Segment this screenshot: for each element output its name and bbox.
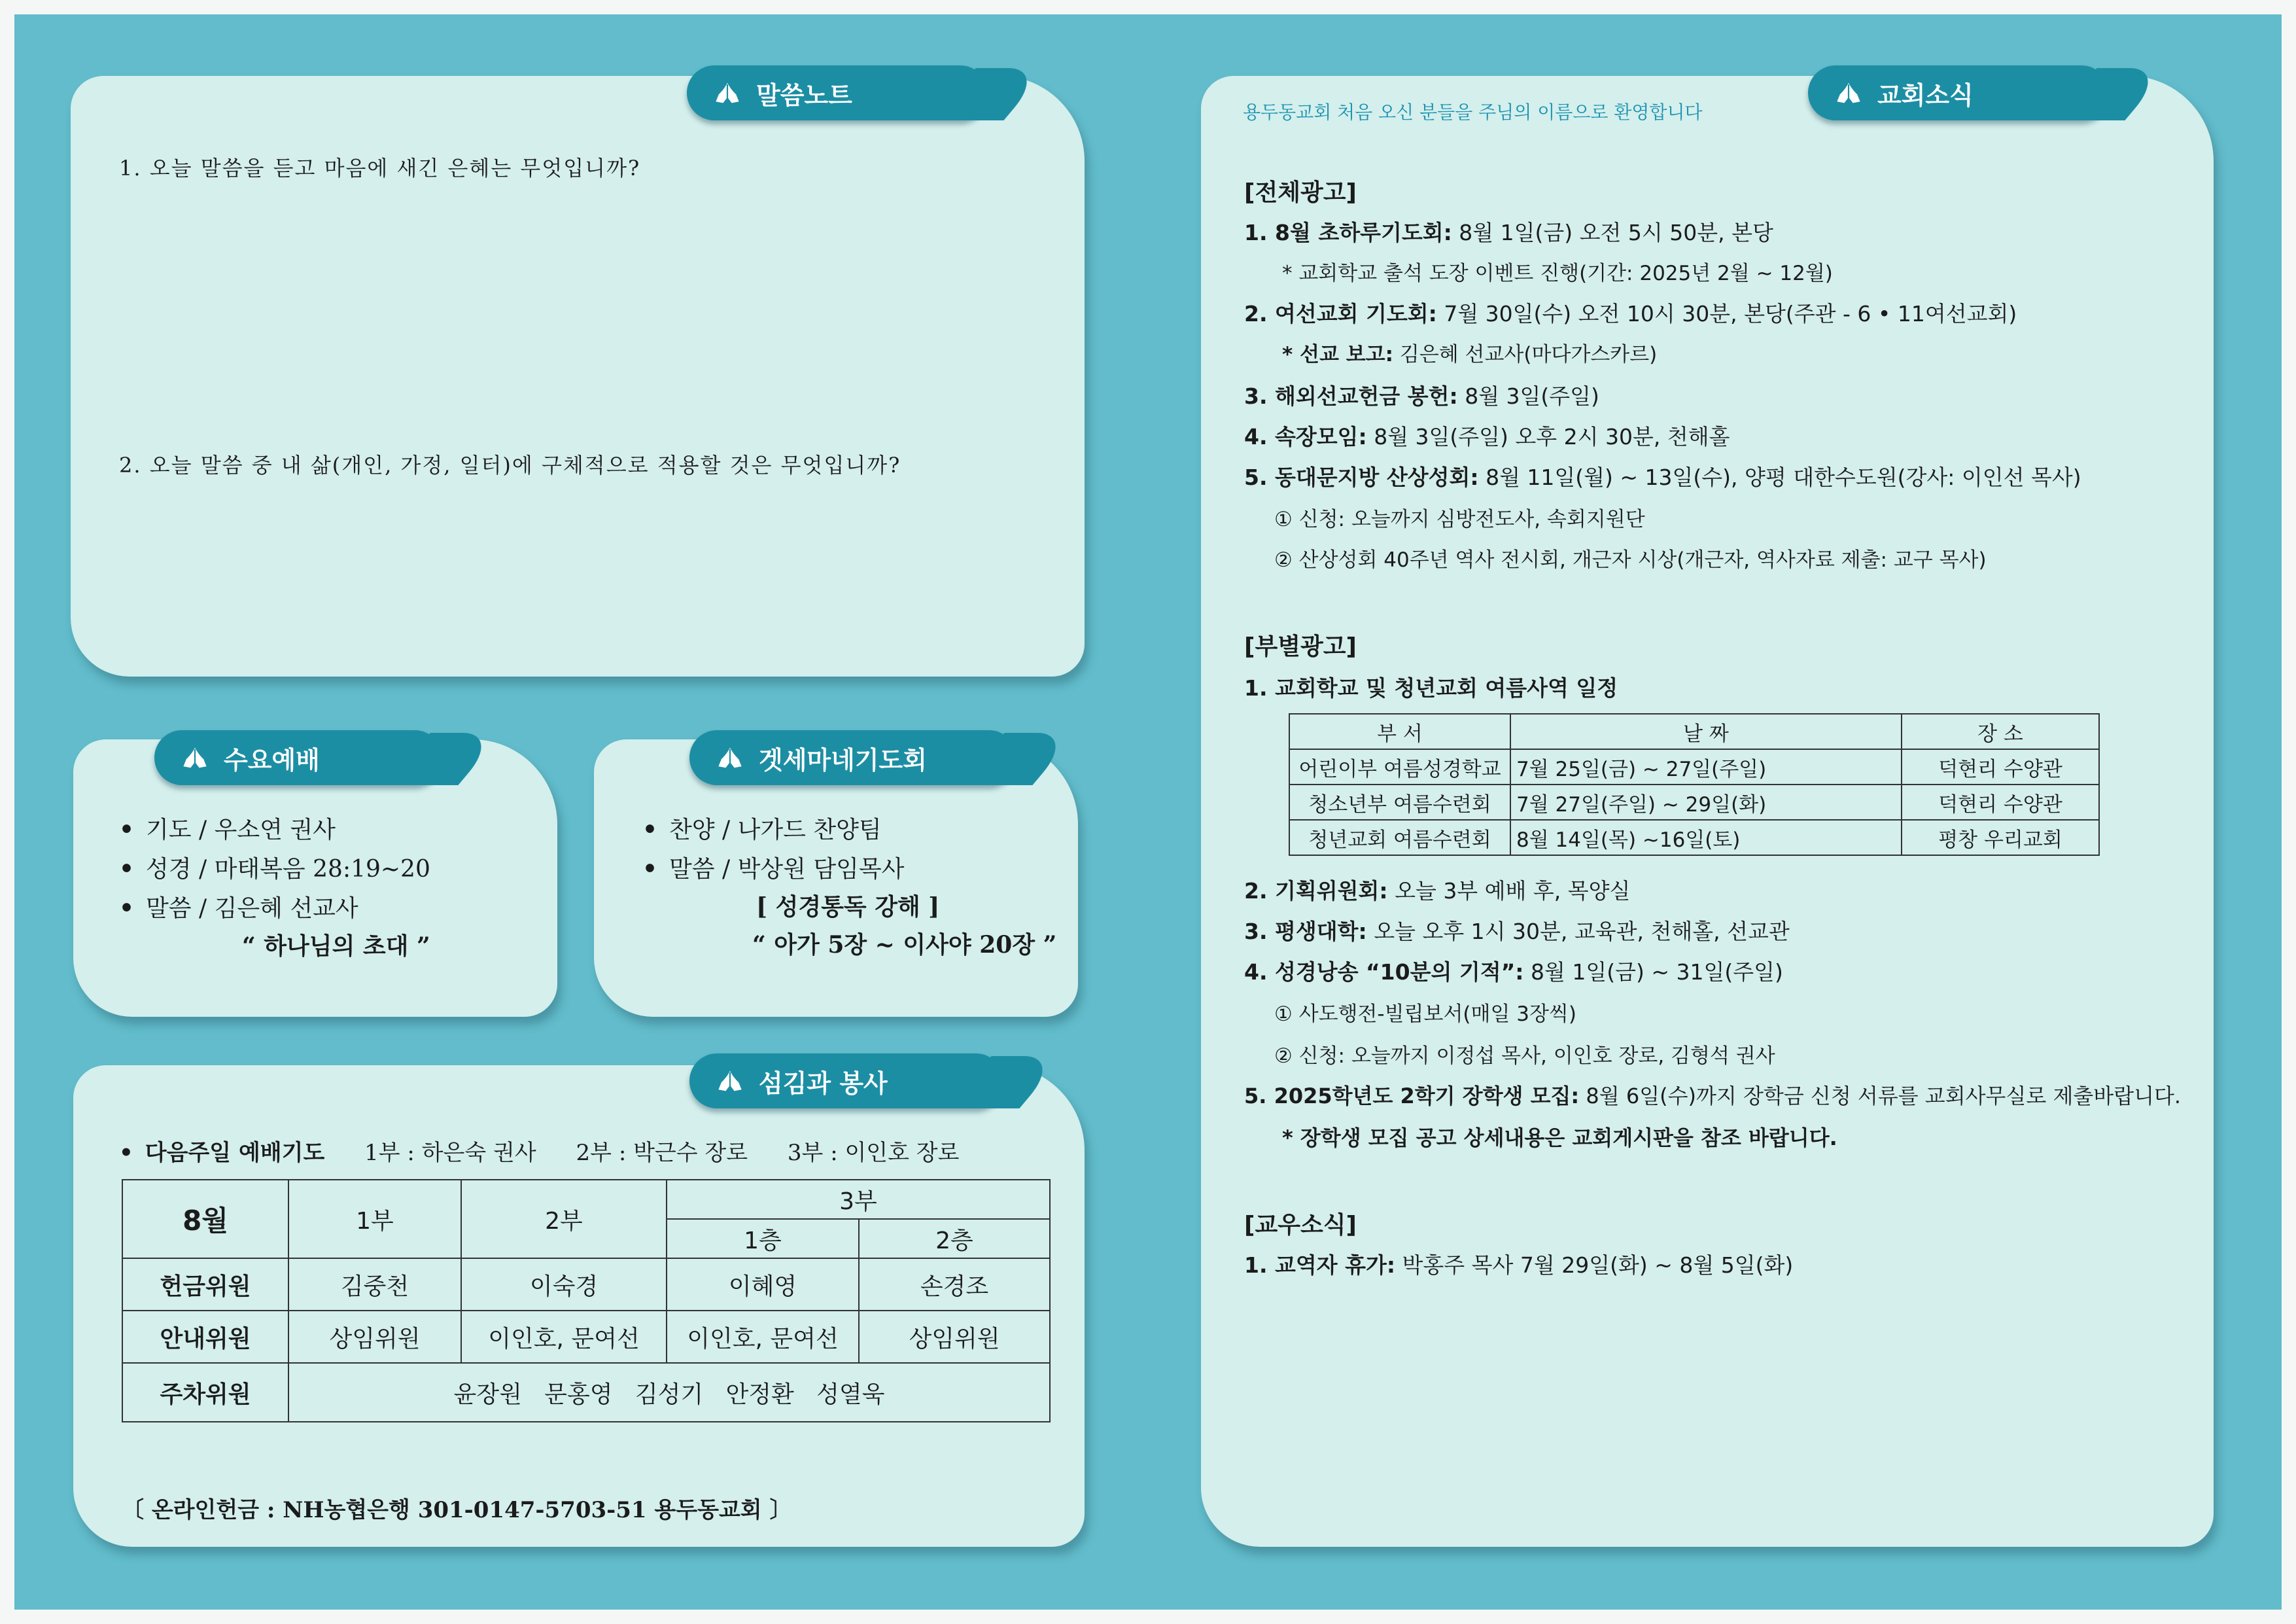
dept-item-4-sub-2: ② 신청: 오늘까지 이정섭 목사, 이인호 장로, 김형석 권사: [1274, 1044, 1775, 1068]
row-label: 헌금위원: [122, 1258, 288, 1311]
staff-title: [교우소식]: [1244, 1212, 1357, 1239]
cell: 이인호, 문여선: [667, 1311, 859, 1363]
table-row: [1289, 714, 2099, 749]
general-item-5: [1244, 461, 2081, 491]
general-item-2: [1244, 297, 2017, 328]
wednesday-tag-label: 수요예배: [224, 745, 320, 775]
cell: 손경조: [859, 1258, 1050, 1311]
gethsemane-item-sermon: • 말씀 / 박상원 담임목사: [642, 855, 905, 883]
item-text: 오늘 3부 예배 후, 목양실: [1387, 878, 1631, 904]
next-prayer-3: 3부 : 이인호 장로: [787, 1140, 960, 1166]
service-tag-label: 섬김과 봉사: [759, 1068, 888, 1098]
cell: 어린이부 여름성경학교: [1289, 749, 1510, 785]
item-heading: 1. 8월 초하루기도회:: [1244, 220, 1452, 245]
general-item-4: [1244, 420, 1730, 451]
row-label: 안내위원: [122, 1311, 288, 1363]
next-prayer-2: 2부 : 박근수 장로: [576, 1140, 748, 1166]
gethsemane-tag-label: 겟세마네기도회: [759, 745, 927, 775]
welcome-text: 용두동교회 처음 오신 분들을 주님의 이름으로 환영합니다: [1243, 101, 1703, 123]
header-cell: 부 서: [1289, 714, 1510, 749]
wednesday-item-scripture: • 성경 / 마태복음 28:19~20: [119, 855, 430, 883]
item-heading: 2. 여선교회 기도회:: [1244, 301, 1437, 327]
item-heading: 3. 해외선교헌금 봉헌:: [1244, 383, 1458, 409]
item-text: 8월 6일(수)까지 장학금 신청 서류를 교회사무실로 제출바랍니다.: [1579, 1084, 2182, 1108]
item-heading: 5. 동대문지방 산상성회:: [1244, 465, 1479, 490]
item-heading: 4. 속장모임:: [1244, 424, 1367, 450]
general-item-5-sub-1: ① 신청: 오늘까지 심방전도사, 속회지원단: [1274, 508, 1645, 531]
general-title: [전체광고]: [1244, 179, 1357, 206]
praying-hands-icon: [181, 743, 209, 772]
item-text: 7월 30일(수) 오전 10시 30분, 본당(주관 - 6 • 11여선교회): [1436, 301, 2017, 327]
wednesday-item-label: 말씀 / 김은혜 선교사: [146, 895, 358, 922]
wednesday-item-prayer: • 기도 / 우소연 권사: [119, 816, 336, 843]
cell: 청년교회 여름수련회: [1289, 820, 1510, 855]
summer-schedule-table: [1289, 713, 2100, 856]
header-cell: 장 소: [1902, 714, 2099, 749]
item-text: 8월 1일(금) ~ 31일(주일): [1523, 959, 1783, 985]
dept-item-1: [1244, 671, 1618, 702]
service-tag: [689, 1053, 1003, 1108]
wednesday-tag: [154, 730, 442, 785]
dept-item-4-sub-1: ① 사도행전-빌립보서(매일 3장씩): [1274, 1002, 1576, 1026]
dept-item-4: [1244, 955, 1783, 986]
header-2bu: 2부: [461, 1180, 667, 1258]
praying-hands-icon: [1834, 79, 1863, 107]
wednesday-sermon-title: “ 하나님의 초대 ”: [242, 932, 430, 960]
wednesday-item-label: 기도 / 우소연 권사: [146, 817, 336, 843]
gethsemane-item-label: 찬양 / 나가드 찬양팀: [669, 817, 882, 843]
cell: 김중천: [288, 1258, 461, 1311]
gethsemane-item-label: 말씀 / 박상원 담임목사: [669, 856, 905, 883]
item-text: 8월 3일(주일): [1457, 383, 1599, 409]
header-1bu: 1부: [288, 1180, 461, 1258]
cell: 청소년부 여름수련회: [1289, 785, 1510, 820]
item-heading: * 선교 보고:: [1282, 343, 1393, 366]
next-prayer-1: 1부 : 하은숙 권사: [364, 1140, 536, 1166]
table-row: [122, 1311, 1050, 1363]
cell: 8월 14일(목) ~16일(토): [1510, 820, 1902, 855]
service-schedule-table: [122, 1179, 1051, 1422]
cell: 평창 우리교회: [1902, 820, 2099, 855]
question-1: 1. 오늘 말씀을 듣고 마음에 새긴 은혜는 무엇입니까?: [119, 156, 641, 181]
dept-title: [부별광고]: [1244, 633, 1357, 660]
item-heading: 2. 기획위원회:: [1244, 878, 1388, 904]
table-row: [1289, 785, 2099, 820]
item-heading: 1. 교역자 휴가:: [1244, 1252, 1396, 1278]
table-row: [122, 1363, 1050, 1422]
news-tag-label: 교회소식: [1877, 80, 1974, 110]
gethsemane-range: “ 아가 5장 ~ 이사야 20장 ”: [752, 931, 1057, 959]
item-text: 8월 3일(주일) 오후 2시 30분, 천해홀: [1366, 424, 1730, 450]
staff-item-1: [1244, 1248, 1793, 1279]
praying-hands-icon: [716, 743, 744, 772]
gethsemane-tag: [689, 730, 1017, 785]
header-3bu-1f: 1층: [667, 1219, 859, 1258]
item-text: 8월 1일(금) 오전 5시 50분, 본당: [1452, 220, 1773, 245]
table-row: [1289, 820, 2099, 855]
cell: 덕현리 수양관: [1902, 749, 2099, 785]
cell: 이인호, 문여선: [461, 1311, 667, 1363]
next-prayer-label: 다음주일 예배기도: [145, 1140, 325, 1166]
general-item-2-note: [1282, 338, 1657, 367]
item-text: 8월 11일(월) ~ 13일(수), 양평 대한수도원(강사: 이인선 목사): [1478, 465, 2081, 490]
month-cell: 8월: [122, 1180, 288, 1258]
table-row: [1289, 749, 2099, 785]
cell: 이혜영: [667, 1258, 859, 1311]
item-text: 박홍주 목사 7월 29일(화) ~ 8월 5일(화): [1395, 1252, 1794, 1278]
general-item-3: [1244, 380, 1599, 410]
general-item-1-note: * 교회학교 출석 도장 이벤트 진행(기간: 2025년 2월 ~ 12월): [1282, 262, 1833, 285]
table-row: [122, 1258, 1050, 1311]
item-heading: 1. 교회학교 및 청년교회 여름사역 일정: [1244, 675, 1618, 701]
cell: 상임위원: [859, 1311, 1050, 1363]
news-tag: [1808, 65, 2109, 120]
word-note-tag-label: 말씀노트: [756, 80, 852, 110]
row-label: 주차위원: [122, 1363, 288, 1422]
next-sunday-prayer: • 다음주일 예배기도 1부 : 하은숙 권사 2부 : 박근수 장로 3부 : 이인호 장로: [119, 1140, 960, 1166]
wednesday-item-label: 성경 / 마태복음 28:19~20: [146, 856, 430, 883]
dept-item-2: [1244, 874, 1630, 905]
question-2: 2. 오늘 말씀 중 내 삶(개인, 가정, 일터)에 구체적으로 적용할 것은 무엇입니까?: [119, 453, 901, 478]
gethsemane-item-praise: • 찬양 / 나가드 찬양팀: [642, 816, 882, 843]
item-text: 김은혜 선교사(마다가스카르): [1393, 343, 1658, 366]
general-item-5-sub-2: ② 산상성회 40주년 역사 전시회, 개근자 시상(개근자, 역사자료 제출: 교구 목사): [1274, 548, 1987, 572]
online-offering: 〔 온라인헌금 : NH농협은행 301-0147-5703-51 용두동교회 〕: [122, 1497, 792, 1523]
cell: 이숙경: [461, 1258, 667, 1311]
word-note-tag: [687, 65, 988, 120]
dept-item-3: [1244, 915, 1790, 945]
praying-hands-icon: [713, 79, 742, 107]
cell: 덕현리 수양관: [1902, 785, 2099, 820]
cell: 7월 25일(금) ~ 27일(주일): [1510, 749, 1902, 785]
header-3bu-2f: 2층: [859, 1219, 1050, 1258]
praying-hands-icon: [716, 1067, 744, 1095]
cell: 상임위원: [288, 1311, 461, 1363]
gethsemane-series: [ 성경통독 강해 ]: [756, 893, 940, 921]
dept-item-5: [1244, 1080, 2181, 1110]
parking-names: 윤장원 문홍영 김성기 안정환 성열욱: [288, 1363, 1050, 1422]
item-heading: 4. 성경낭송 “10분의 기적”:: [1244, 959, 1524, 985]
item-text: 오늘 오후 1시 30분, 교육관, 천해홀, 선교관: [1366, 919, 1790, 944]
header-3bu: 3부: [667, 1180, 1050, 1219]
item-heading: 3. 평생대학:: [1244, 919, 1367, 944]
dept-item-5-note: * 장학생 모집 공고 상세내용은 교회게시판을 참조 바랍니다.: [1282, 1125, 1837, 1150]
wednesday-item-sermon: • 말씀 / 김은혜 선교사: [119, 894, 358, 922]
cell: 7월 27일(주일) ~ 29일(화): [1510, 785, 1902, 820]
header-cell: 날 짜: [1510, 714, 1902, 749]
item-heading: 5. 2025학년도 2학기 장학생 모집:: [1244, 1084, 1580, 1108]
general-item-1: [1244, 216, 1773, 247]
